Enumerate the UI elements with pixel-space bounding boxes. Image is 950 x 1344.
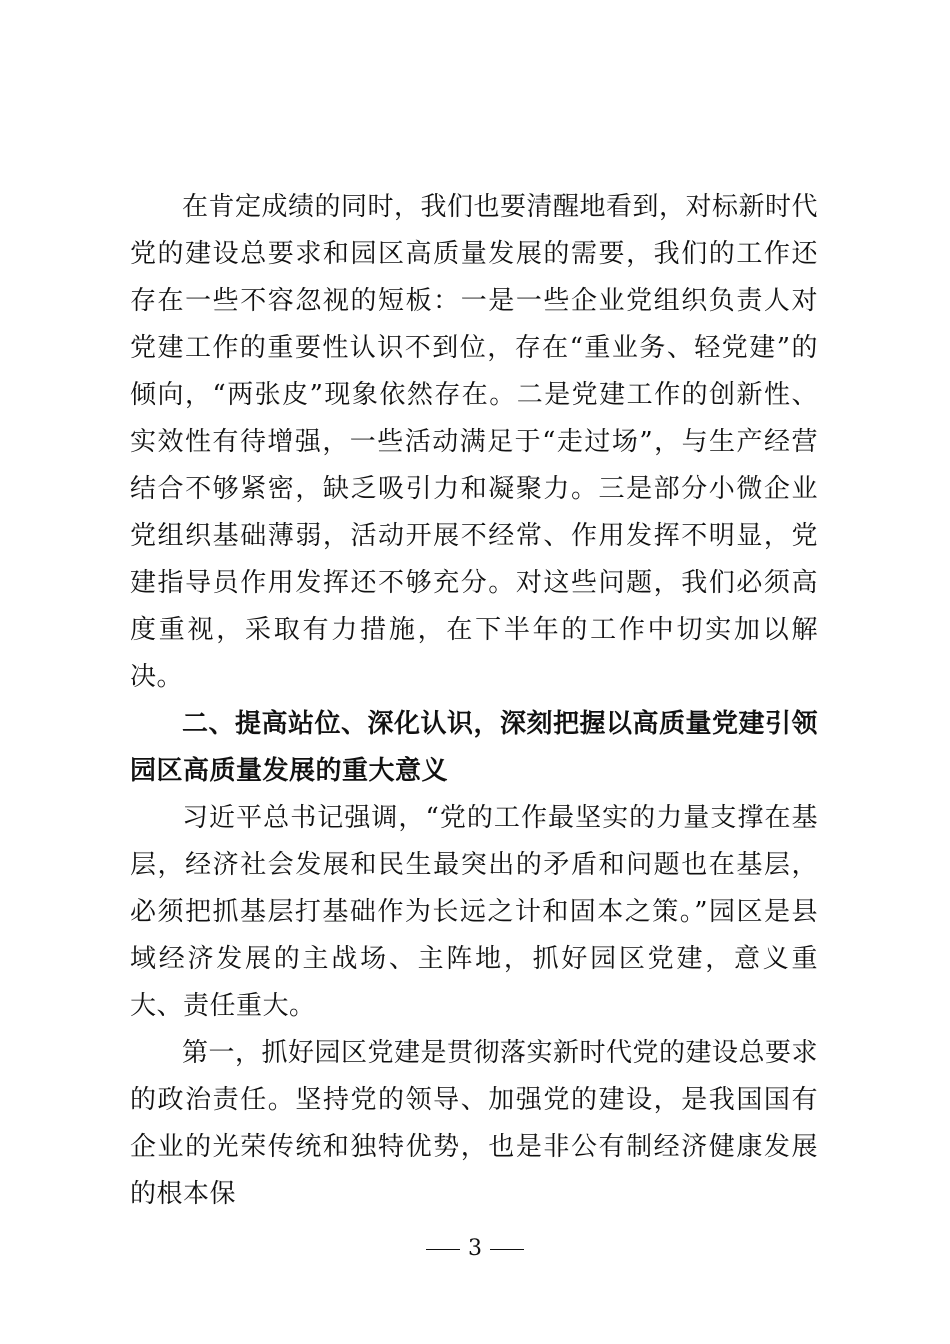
paragraph-shortcomings: 在肯定成绩的同时，我们也要清醒地看到，对标新时代党的建设总要求和园区高质量发展的需要，我们的工作还存在一些不容忽视的短板：一是一些企业党组织负责人对党建工作的重要性认识不到位，存在“重业务、轻党建”的倾向，“两张皮”现象依然存在。二是党建工作的创新性、实效性有待增强，一些活动满足于“走过场”，与生产经营结合不够紧密，缺乏吸引力和凝聚力。三是部分小微企业党组织基础薄弱，活动开展不经常、作用发挥不明显，党建指导员作用发挥还不够充分。对这些问题，我们必须高度重视，采取有力措施，在下半年的工作中切实加以解决。 — [130, 192, 819, 692]
footer-dash-left — [426, 1249, 460, 1250]
paragraph-xi-quote: 习近平总书记强调，“党的工作最坚实的力量支撑在基层，经济社会发展和民生最突出的矛盾和问题也在基层，必须把抓基层打基础作为长远之计和固本之策。”园区是县域经济发展的主战场、主阵地，抓好园区党建，意义重大、责任重大。 — [130, 803, 818, 1021]
page-number: 3 — [468, 1236, 482, 1261]
document-body — [130, 184, 818, 1218]
paragraph-first-point: 第一，抓好园区党建是贯彻落实新时代党的建设总要求的政治责任。坚持党的领导、加强党的建设，是我国国有企业的光荣传统和独特优势，也是非公有制经济健康发展的根本保 — [130, 1038, 819, 1209]
footer-dash-right — [490, 1249, 524, 1250]
section-heading-two: 二、提高站位、深化认识，深刻把握以高质量党建引领园区高质量发展的重大意义 — [130, 709, 819, 786]
page-footer — [0, 1236, 950, 1261]
